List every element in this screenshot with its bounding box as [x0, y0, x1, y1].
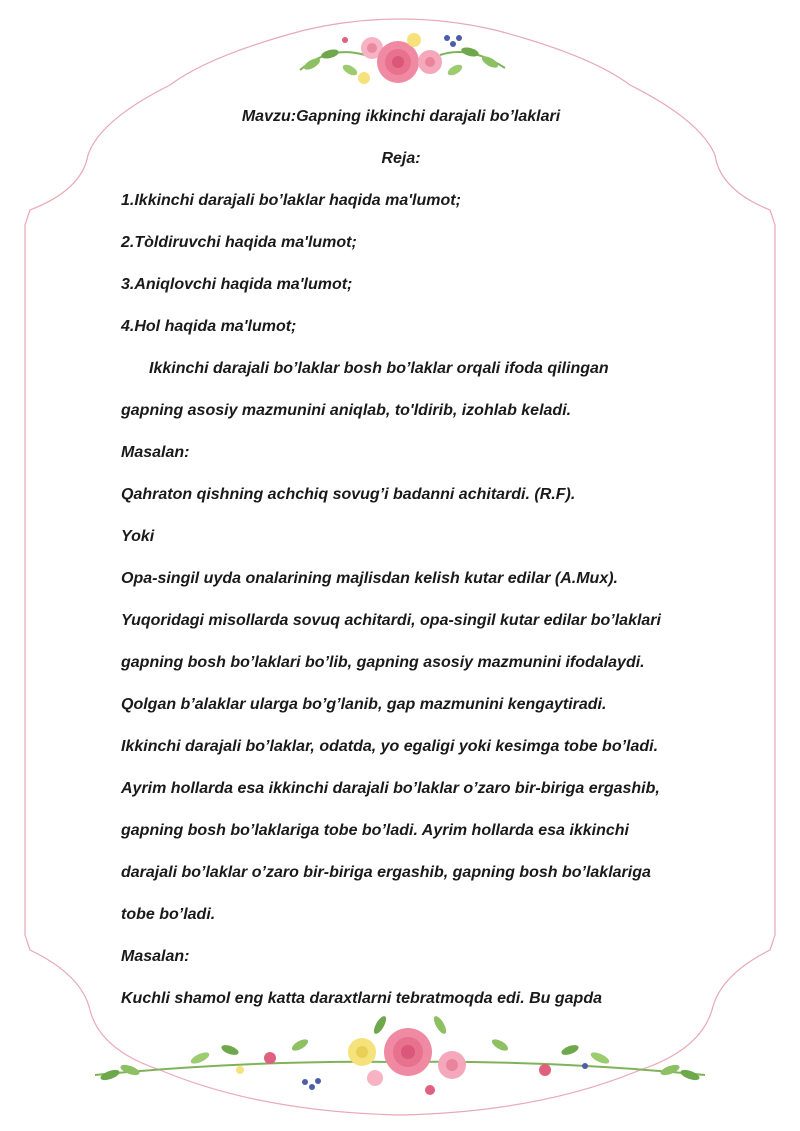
- paragraph-line: Qahraton qishning achchiq sovug’i badanni achitardi. (R.F).: [121, 486, 576, 503]
- paragraph-line: Opa-singil uyda onalarining majlisdan kelish kutar edilar (A.Mux).: [121, 570, 618, 587]
- paragraph-line: Ikkinchi darajali bo’laklar, odatda, yo egaligi yoki kesimga tobe bo’ladi.: [121, 738, 659, 755]
- bottom-floral-decoration: [95, 1014, 705, 1095]
- document-title: Mavzu:Gapning ikkinchi darajali bo’laklari: [241, 108, 561, 125]
- plan-heading: Reja:: [381, 150, 421, 167]
- paragraph-line: Qolgan b’alaklar ularga bo’g’lanib, gap mazmunini kengaytiradi.: [121, 696, 607, 713]
- paragraph-line: gapning bosh bo’laklari bo’lib, gapning asosiy mazmunini ifodalaydi.: [121, 654, 645, 671]
- paragraph-line: Masalan:: [121, 444, 190, 461]
- paragraph-line: gapning asosiy mazmunini aniqlab, to'ldirib, izohlab keladi.: [121, 402, 572, 419]
- paragraph-line: Ayrim hollarda esa ikkinchi darajali bo’laklar o’zaro bir-biriga ergashib,: [121, 780, 660, 797]
- plan-item: 4.Hol haqida ma'lumot;: [121, 318, 297, 335]
- top-floral-decoration: [300, 33, 505, 84]
- paragraph-line: Yoki: [121, 528, 155, 545]
- paragraph-line: darajali bo’laklar o’zaro bir-biriga ergashib, gapning bosh bo’laklariga: [121, 864, 651, 881]
- paragraph-line: Kuchli shamol eng katta daraxtlarni tebratmoqda edi. Bu gapda: [121, 990, 602, 1007]
- paragraph-line: gapning bosh bo’laklariga tobe bo’ladi. Ayrim hollarda esa ikkinchi: [121, 822, 629, 839]
- plan-item: 2.Tòldiruvchi haqida ma'lumot;: [121, 234, 357, 251]
- paragraph-line: Yuqoridagi misollarda sovuq achitardi, opa-singil kutar edilar bo’laklari: [121, 612, 661, 629]
- paragraph-line: Ikkinchi darajali bo’laklar bosh bo’laklar orqali ifoda qilingan: [149, 360, 609, 377]
- paragraph-line: tobe bo’ladi.: [121, 906, 216, 923]
- plan-item: 3.Aniqlovchi haqida ma'lumot;: [121, 276, 353, 293]
- paragraph-line: Masalan:: [121, 948, 190, 965]
- plan-item: 1.Ikkinchi darajali bo’laklar haqida ma'lumot;: [121, 192, 461, 209]
